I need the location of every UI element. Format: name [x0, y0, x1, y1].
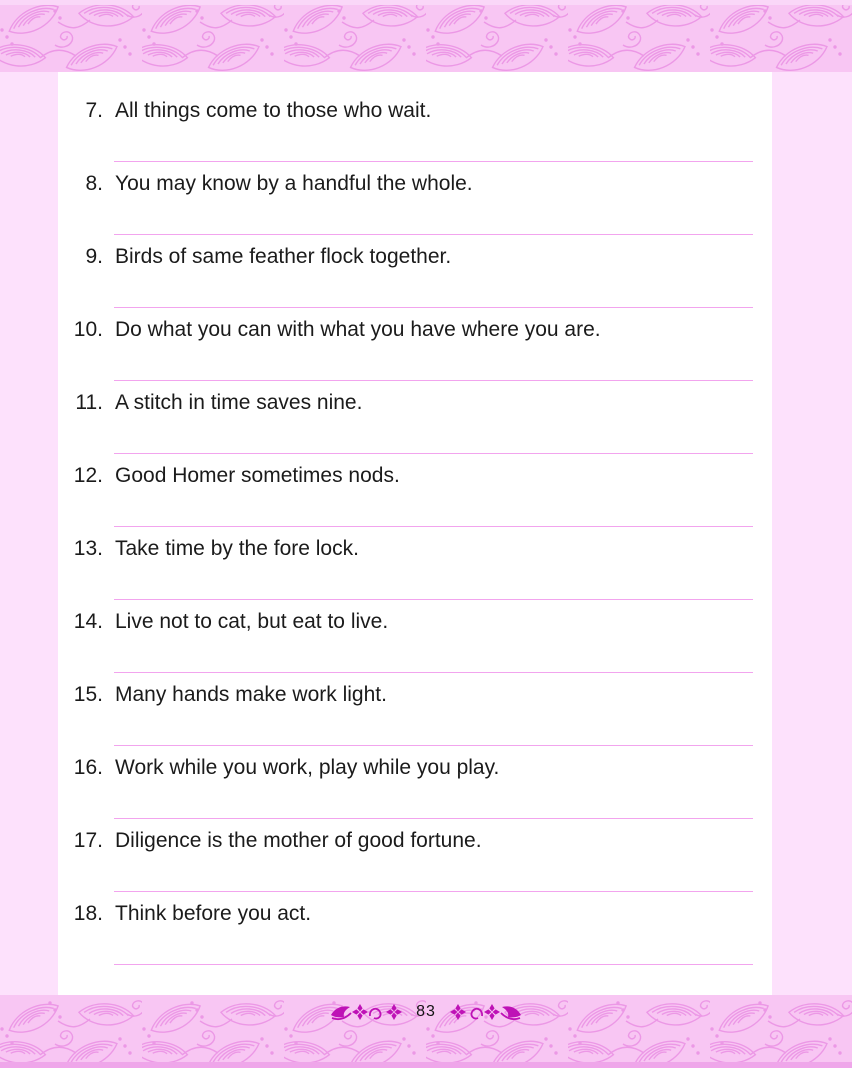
page-content-area: [0, 72, 852, 995]
answer-line: [114, 307, 753, 308]
floral-ornament-right-icon: [446, 1002, 522, 1022]
answer-line: [114, 672, 753, 673]
proverb-item: [58, 901, 772, 974]
decorative-border-bottom: [0, 995, 852, 1068]
answer-line: [114, 745, 753, 746]
item-number: 15.: [73, 683, 103, 706]
proverb-text: Live not to cat, but eat to live.: [115, 610, 389, 633]
proverb-item: [58, 390, 772, 463]
answer-line: [114, 818, 753, 819]
item-number: 17.: [73, 829, 103, 852]
proverb-item: [58, 755, 772, 828]
proverb-text: You may know by a handful the whole.: [115, 172, 473, 195]
answer-line: [114, 380, 753, 381]
proverb-item: [58, 463, 772, 536]
item-number: 8.: [85, 172, 103, 195]
item-number: 11.: [75, 391, 103, 414]
item-number: 16.: [73, 756, 103, 779]
proverb-text: Think before you act.: [115, 902, 312, 925]
proverb-text: Diligence is the mother of good fortune.: [115, 829, 482, 852]
item-number: 7.: [85, 99, 103, 122]
proverb-item: [58, 828, 772, 901]
answer-line: [114, 526, 753, 527]
proverb-text: Birds of same feather flock together.: [115, 245, 452, 268]
floral-ornament-left-icon: [330, 1002, 406, 1022]
answer-line: [114, 891, 753, 892]
answer-line: [114, 234, 753, 235]
proverb-item: [58, 609, 772, 682]
item-number: 12.: [73, 464, 103, 487]
item-number: 18.: [73, 902, 103, 925]
proverb-text: Good Homer sometimes nods.: [115, 464, 400, 487]
answer-line: [114, 161, 753, 162]
proverb-item: [58, 98, 772, 171]
proverb-text: Many hands make work light.: [115, 683, 387, 706]
leaf-pattern-top-icon: [0, 0, 852, 72]
item-number: 14.: [73, 610, 103, 633]
decorative-border-top: [0, 0, 852, 72]
proverb-text: Take time by the fore lock.: [115, 537, 359, 560]
proverb-item: [58, 171, 772, 244]
proverb-text: All things come to those who wait.: [115, 99, 432, 122]
answer-line: [114, 599, 753, 600]
answer-line: [114, 964, 753, 965]
proverb-item: [58, 317, 772, 390]
exercise-panel: [58, 72, 772, 995]
item-number: 9.: [85, 245, 103, 268]
page-footer: [0, 1000, 852, 1024]
answer-line: [114, 453, 753, 454]
proverb-text: Work while you work, play while you play.: [115, 756, 500, 779]
item-number: 13.: [73, 537, 103, 560]
proverb-text: Do what you can with what you have where you are.: [115, 318, 601, 341]
proverb-item: [58, 682, 772, 755]
page-number: 83: [416, 1003, 436, 1020]
proverb-item: [58, 244, 772, 317]
proverb-text: A stitch in time saves nine.: [115, 391, 363, 414]
item-number: 10.: [73, 318, 103, 341]
proverb-item: [58, 536, 772, 609]
